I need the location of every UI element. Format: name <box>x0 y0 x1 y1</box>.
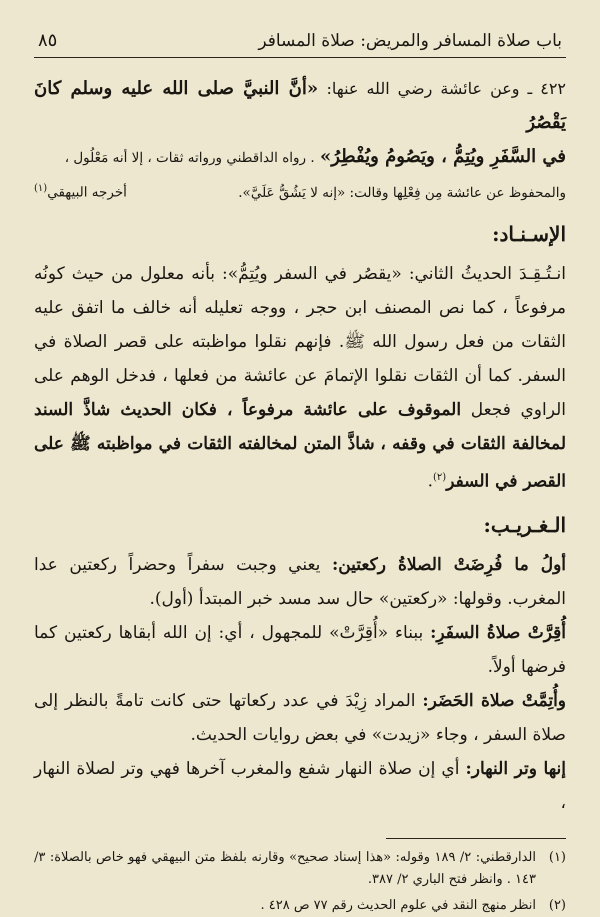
hadith-narration-note: . رواه الداقطني ورواته ثقات ، إلا أنه مَعْلُول ، <box>64 150 315 166</box>
gharib-term: أولُ ما فُرِضَتْ الصلاةُ ركعتين: <box>331 555 567 576</box>
footnote-text: انظر منهج النقد في علوم الحديث رقم ٧٧ ص ٤٢٨ . <box>260 898 536 914</box>
page-content <box>34 72 566 917</box>
isnad-paragraph: انـتُـقِـدَ الحديثُ الثاني: «يقصُر في السفر ويُتِمُّ»: بأنه معلول من حيث كونُه مرفوعاً ، كما نص المصنف ابن حجر ، ووجه تعليله أنه خالف ما اتفق عليه الثقات من فعل رسول الله ﷺ. فإنهم نقلوا مواظبته على قصر الصلاة في السفر. كما أن الثقات نقلوا الإتمامَ عن عائشة من فعلها ، فدخل الوهم على الراوي فجعل الموقوف على عائشة مرفوعاً ، فكان الحديث شاذَّ السند لمخالفة الثقات في وقفه ، شاذَّ المتن لمخالفته الثقات في مواظبته ﷺ على القصر في السفر$^{(٢)}$. <box>34 263 567 492</box>
chapter-title: باب صلاة المسافر والمريض: صلاة المسافر <box>258 31 562 51</box>
hadith-source-text: أخرجه البيهقي <box>47 184 127 201</box>
footnote <box>34 895 566 917</box>
footnote-number: (٢) <box>548 898 566 914</box>
isnad-line: الموقوف على عائشة مرفوعاً ، فكان الحديث شاذَّ السند لمخالفة الثقات في وقفه ، <box>34 399 566 454</box>
gharib-text: يعني وجبت سفراً وحضراً ركعتين عدا المغرب. وقولها: «ركعتين» حال سد مسد خبر المبتدأ (أول). <box>34 555 566 610</box>
gharib-text: أي إن صلاة النهار شفع والمغرب آخرها فهي وتر لصلاة النهار ، <box>34 759 566 814</box>
gharib-title: الـغـريـب: <box>483 513 566 538</box>
gharib-text: ببناء «أُقِرَّتْ» للمجهول ، أي: إن الله أبقاها ركعتين كما فرضها أولاً. <box>34 623 566 678</box>
isnad-line: مرفوعاً ، كما نص المصنف ابن حجر ، ووجه تعليله أنه خالف ما اتفق عليه الثقات <box>34 297 566 352</box>
footnote <box>34 847 566 891</box>
footnote-separator <box>386 838 566 839</box>
gharib-entry <box>34 684 566 752</box>
gharib-term: أُقِرَّتْ صلاةُ السفَرِ: <box>430 623 566 644</box>
hadith-line3 <box>34 175 566 207</box>
hadith-number-intro: ٤٢٢ ـ وعن عائشة رضي الله عنها: <box>326 79 567 98</box>
gharib-term: إنها وتر النهار: <box>465 759 566 780</box>
gharib-entry <box>34 616 566 684</box>
isnad-line: انـتُـقِـدَ الحديثُ الثاني: «يقصُر في السفر ويُتِمُّ»: بأنه معلول من حيث كونُه <box>34 263 566 284</box>
isnad-line: شاذَّ المتن لمخالفته الثقات في مواظبته ﷺ على القصر في السفر <box>34 433 566 492</box>
hadith-line3-main: والمحفوظ عن عائشة مِن فِعْلِها وقالت: «إنه لا يَشُقُّ عَلَيَّ». <box>238 184 566 201</box>
footnote-text: الدارقطني: ٢/ ١٨٩ وقوله: «هذا إسناد صحيح» وقارنه بلفظ متن البيهقي فهو خاص بالصلاة: ٣/ ١٤٣ . وانظر فتح الباري ٢/ ٣٨٧. <box>34 850 536 888</box>
gharib-text: المراد زِيْدَ في عدد ركعاتها حتى كانت تامةً بالنظر إلى صلاة السفر ، وجاء «زيدت» في بعض روايات الحديث. <box>34 691 566 746</box>
running-header <box>34 30 566 58</box>
isnad-line: من فعل رسول الله ﷺ. فإنهم نقلوا مواظبته على قصر الصلاة في السفر. كما أن <box>34 331 567 386</box>
footnote-ref-2: (٢) <box>433 471 447 483</box>
gharib-term: وأُتِمَّتْ صلاة الحَضَر: <box>422 691 567 712</box>
hadith-quote-line1: «أنَّ النبيَّ صلى الله عليه وسلم كانَ يَقْصُرُ <box>34 78 566 133</box>
gharib-entry <box>34 548 566 616</box>
isnad-line: الثقات نقلوا الإتمامَ عن عائشة من فعلها ، فدخل الوهم على الراوي فجعل <box>34 365 567 420</box>
page-number: ٨٥ <box>38 30 58 51</box>
hadith-quote-line2: في السَّفَرِ ويُتِمُّ ، ويَصُومُ ويُفْطِرُ» <box>320 146 566 167</box>
footnote-number: (١) <box>548 850 566 866</box>
hadith-block <box>34 72 566 207</box>
hadith-source <box>34 175 127 207</box>
footnote-ref-1: (١) <box>34 183 48 194</box>
gharib-entry <box>34 752 566 820</box>
isnad-title: الإسـنـاد: <box>492 221 566 246</box>
